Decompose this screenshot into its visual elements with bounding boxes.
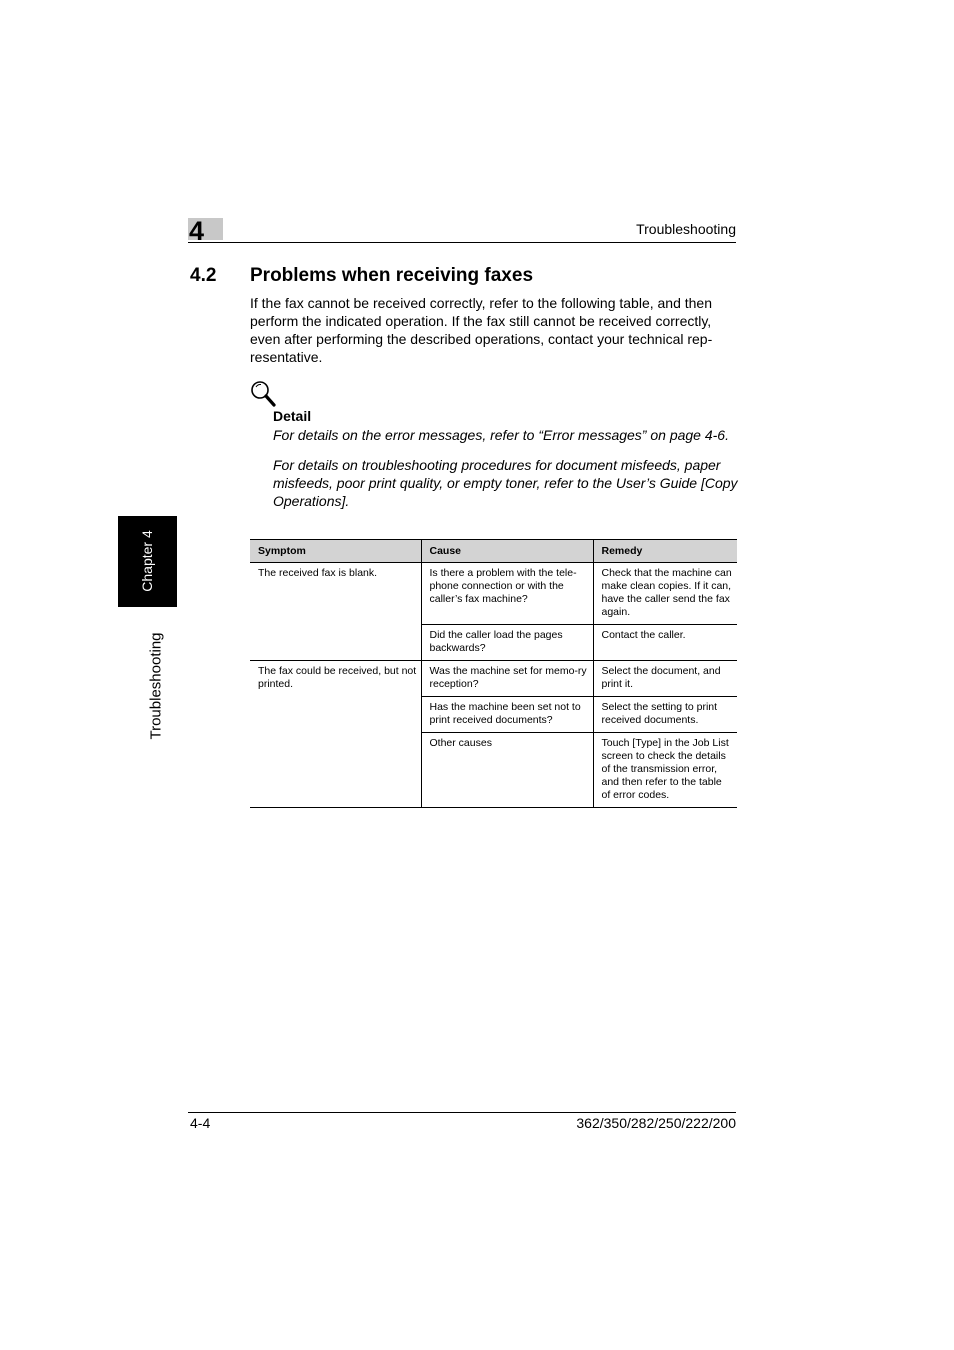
section-number: 4.2 (190, 265, 217, 286)
cause-cell: Did the caller load the pages backwards? (421, 625, 593, 661)
table-header-row (250, 540, 737, 563)
detail-label: Detail (273, 408, 312, 424)
table-row (250, 563, 737, 625)
model-numbers: 362/350/282/250/222/200 (576, 1115, 736, 1131)
header-rule (188, 242, 736, 243)
troubleshooting-table (250, 539, 737, 808)
symptom-cell: The received fax is blank. (250, 563, 421, 661)
remedy-cell: Select the setting to print received documents. (593, 697, 737, 733)
header-cause: Cause (421, 540, 593, 563)
cause-cell: Has the machine been set not to print received documents? (421, 697, 593, 733)
cause-cell: Was the machine set for memo-ry reception? (421, 661, 593, 697)
page-number: 4-4 (190, 1115, 211, 1131)
intro-paragraph: If the fax cannot be received correctly, refer to the following table, and then perform the indicated operation. If the fax still cannot be received correctly, even after performing the described operations, contact your technical rep-resentative. (250, 295, 713, 365)
detail-note-troubleshooting: For details on troubleshooting procedures for document misfeeds, paper misfeeds, poor print quality, or empty toner, refer to the User’s Guide [Copy Operations]. (273, 457, 738, 509)
cause-cell: Is there a problem with the tele-phone connection or with the caller’s fax machine? (421, 563, 593, 625)
chapter-number: 4 (189, 216, 205, 246)
symptom-cell: The fax could be received, but not printed. (250, 661, 421, 808)
side-section-label: Troubleshooting (147, 632, 165, 740)
table-row (250, 661, 737, 697)
remedy-cell: Check that the machine can make clean copies. If it can, have the caller send the fax again. (593, 563, 737, 625)
detail-note-error-messages: For details on the error messages, refer to “Error messages” on page 4-6. (273, 427, 729, 443)
running-header-title: Troubleshooting (636, 221, 736, 237)
section-title: Problems when receiving faxes (250, 265, 534, 286)
cause-cell: Other causes (421, 733, 593, 808)
remedy-cell: Select the document, and print it. (593, 661, 737, 697)
magnifier-icon (250, 380, 276, 408)
remedy-cell: Touch [Type] in the Job List screen to check the details of the transmission error, and then refer to the table of error codes. (593, 733, 737, 808)
header-symptom: Symptom (250, 540, 421, 563)
side-chapter-label: Chapter 4 (139, 530, 155, 592)
header-remedy: Remedy (593, 540, 737, 563)
footer-rule (188, 1112, 736, 1113)
remedy-cell: Contact the caller. (593, 625, 737, 661)
